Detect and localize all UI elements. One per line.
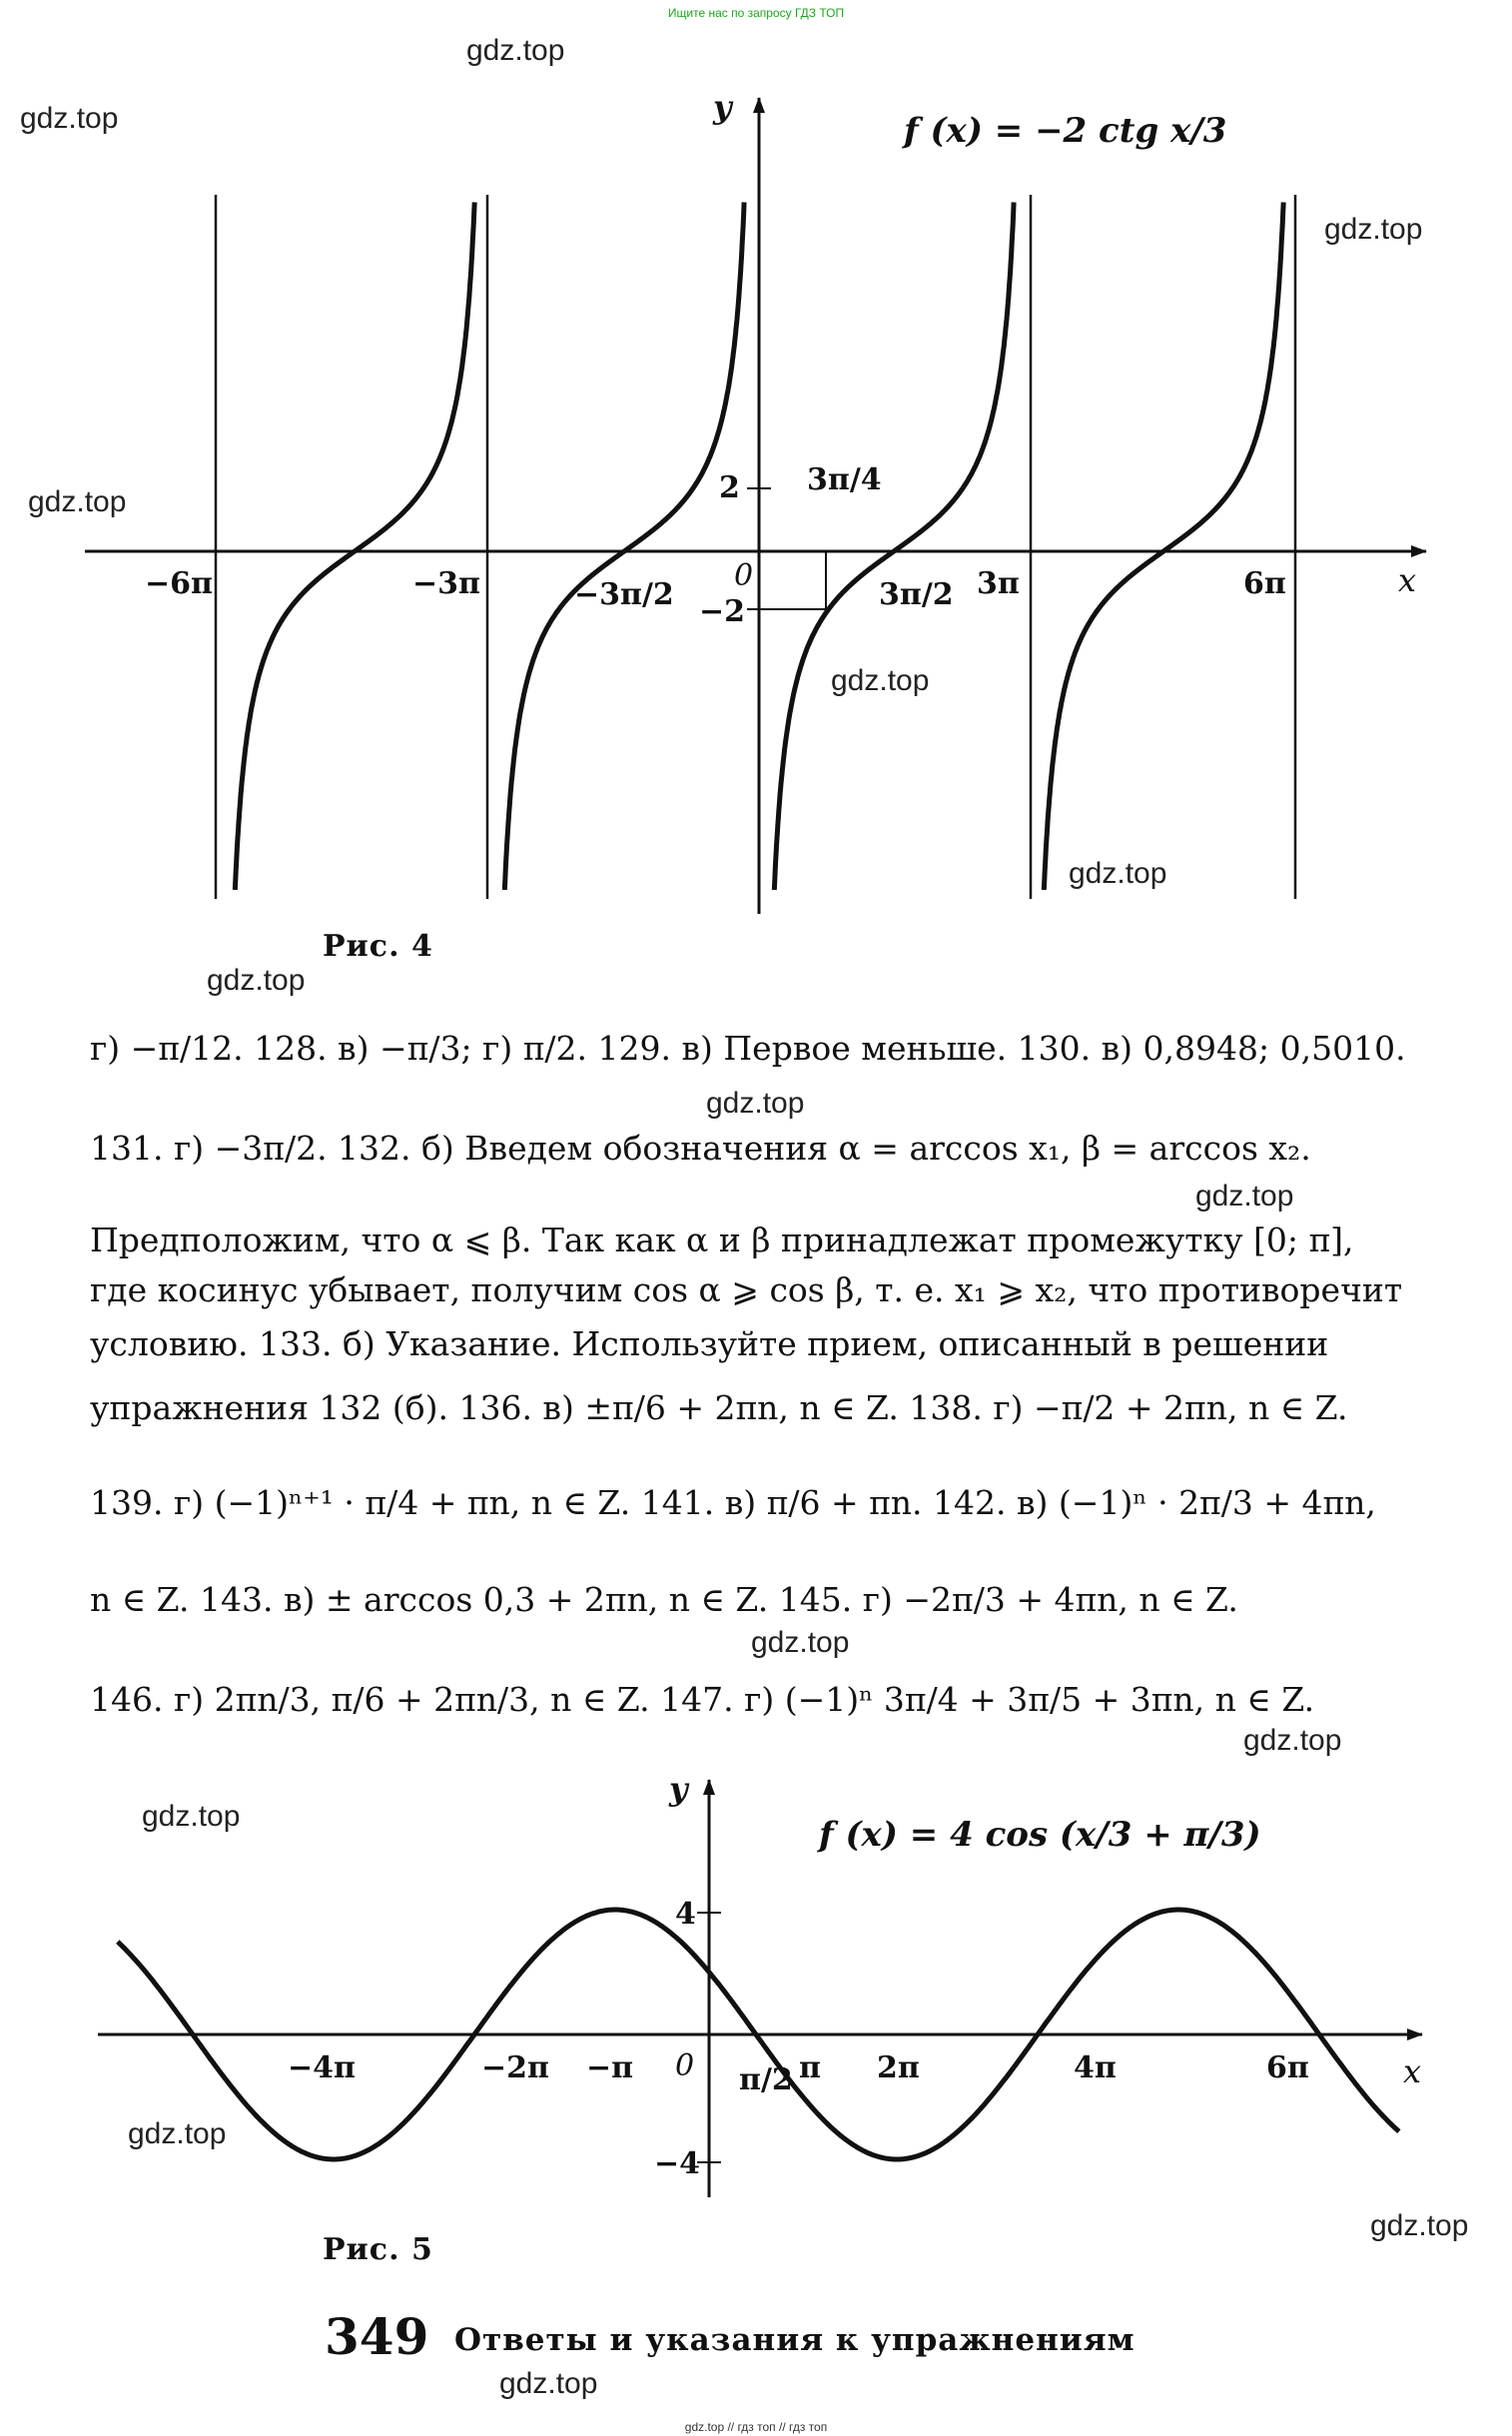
x-tick-label: −4π bbox=[288, 2050, 356, 2085]
watermark: gdz.top bbox=[207, 964, 306, 997]
watermark: gdz.top bbox=[20, 102, 119, 135]
watermark: gdz.top bbox=[751, 1626, 850, 1659]
watermark: gdz.top bbox=[1195, 1180, 1294, 1213]
x-tick-label: π/2 bbox=[739, 2062, 793, 2097]
x-tick-label: 3π/2 bbox=[879, 577, 954, 612]
x-tick-label: π bbox=[799, 2050, 821, 2085]
x-tick-label: 6π bbox=[1243, 566, 1286, 601]
x-tick-label: −3π bbox=[412, 566, 480, 601]
x-tick-label: 4π bbox=[1074, 2050, 1117, 2085]
watermark: gdz.top bbox=[1370, 2209, 1469, 2242]
answer-line-9: 146. г) 2πn/3, π/6 + 2πn/3, n ∈ Z. 147. г) (−1)ⁿ 3π/4 + 3π/5 + 3πn, n ∈ Z. bbox=[90, 1680, 1315, 1719]
x-axis-label: x bbox=[1403, 2052, 1422, 2090]
footer-title: Ответы и указания к упражнениям bbox=[454, 2322, 1135, 2358]
answer-line-8: n ∈ Z. 143. в) ± arccos 0,3 + 2πn, n ∈ Z. 145. г) −2π/3 + 4πn, n ∈ Z. bbox=[90, 1580, 1238, 1619]
x-axis-label: x bbox=[1398, 561, 1417, 599]
watermark: gdz.top bbox=[128, 2117, 227, 2150]
bottom-note[interactable]: gdz.top // гдз топ // гдз топ bbox=[684, 2420, 828, 2434]
answer-line-7: 139. г) (−1)ⁿ⁺¹ · π/4 + πn, n ∈ Z. 141. в) π/6 + πn. 142. в) (−1)ⁿ · 2π/3 + 4πn, bbox=[90, 1483, 1376, 1522]
watermark: gdz.top bbox=[466, 34, 565, 67]
answer-line-5: условию. 133. б) Указание. Используйте прием, описанный в решении bbox=[90, 1324, 1329, 1363]
x-tick-label: −3π/2 bbox=[574, 577, 674, 612]
y-tick-label: 4 bbox=[675, 1897, 696, 1932]
watermark: gdz.top bbox=[499, 2367, 598, 2400]
watermark: gdz.top bbox=[831, 664, 930, 697]
answer-line-1: г) −π/12. 128. в) −π/3; г) π/2. 129. в) Первое меньше. 130. в) 0,8948; 0,5010. bbox=[90, 1029, 1406, 1068]
page-number: 349 bbox=[325, 2307, 429, 2366]
figure-5-formula: f (x) = 4 cos (x/3 + π/3) bbox=[819, 1815, 1261, 1855]
answer-line-3: Предположим, что α ⩽ β. Так как α и β принадлежат промежутку [0; π], bbox=[90, 1220, 1354, 1259]
x-tick-label: 2π bbox=[877, 2050, 920, 2085]
x-tick-label: −π bbox=[586, 2050, 634, 2085]
x-tick-label: −2π bbox=[481, 2050, 549, 2085]
watermark: gdz.top bbox=[1243, 1724, 1342, 1757]
figure-5-caption: Рис. 5 bbox=[323, 2232, 433, 2267]
watermark: gdz.top bbox=[706, 1087, 805, 1120]
x-tick-label: 6π bbox=[1266, 2050, 1309, 2085]
x-tick-label: −6π bbox=[145, 566, 213, 601]
y-tick-label: −4 bbox=[654, 2146, 701, 2181]
y-tick-label: −2 bbox=[699, 594, 746, 629]
figure-4-caption: Рис. 4 bbox=[323, 929, 433, 964]
y-axis-label: y bbox=[669, 1770, 688, 1808]
watermark: gdz.top bbox=[1324, 213, 1423, 246]
y-tick-label: 2 bbox=[719, 470, 740, 505]
watermark: gdz.top bbox=[142, 1800, 241, 1833]
annotation-label: 3π/4 bbox=[807, 462, 882, 497]
watermark: gdz.top bbox=[1069, 857, 1167, 890]
y-axis-label: y bbox=[713, 88, 732, 126]
origin-label: 0 bbox=[734, 558, 754, 593]
answer-line-4: где косинус убывает, получим cos α ⩾ cos β, т. е. x₁ ⩾ x₂, что противоречит bbox=[90, 1270, 1403, 1309]
answer-line-2: 131. г) −3π/2. 132. б) Введем обозначения α = arccos x₁, β = arccos x₂. bbox=[90, 1129, 1311, 1168]
answer-line-6: упражнения 132 (б). 136. в) ±π/6 + 2πn, n ∈ Z. 138. г) −π/2 + 2πn, n ∈ Z. bbox=[90, 1388, 1348, 1427]
x-tick-label: 3π bbox=[977, 566, 1020, 601]
watermark: gdz.top bbox=[28, 485, 127, 518]
top-note[interactable]: Ищите нас по запросу ГДЗ ТОП bbox=[667, 6, 845, 20]
figure-4-formula: f (x) = −2 ctg x/3 bbox=[904, 111, 1227, 151]
origin-label: 0 bbox=[675, 2048, 695, 2083]
